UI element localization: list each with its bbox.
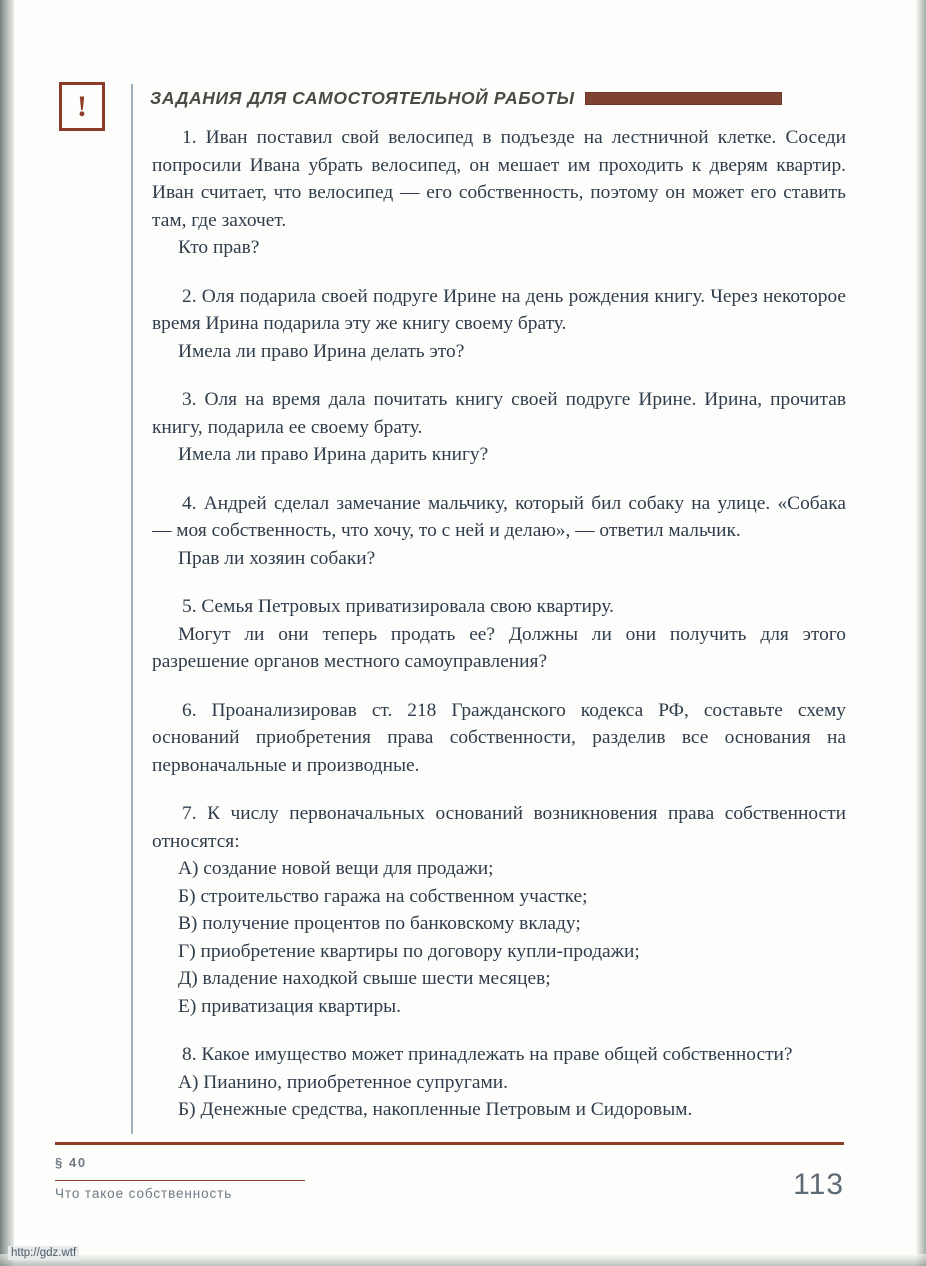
task-option: А) создание новой вещи для продажи; — [178, 858, 494, 879]
task-item — [152, 490, 846, 573]
task-body: 8. Какое имущество может принадлежать на праве общей собственности? — [182, 1044, 793, 1065]
task-item — [152, 386, 846, 469]
task-question: Могут ли они теперь продать ее? Должны ли они получить для этого разрешение органов местного самоуправления? — [152, 623, 846, 672]
task-options — [152, 1069, 846, 1124]
task-item — [152, 697, 846, 780]
task-item — [152, 800, 846, 1020]
exclamation-glyph: ! — [77, 89, 87, 123]
task-option: Е) приватизация квартиры. — [178, 995, 402, 1017]
task-option: Б) строительство гаража на собственном участке; — [178, 885, 588, 907]
task-item — [152, 124, 846, 262]
watermark: http://gdz.wtf — [8, 1246, 79, 1260]
task-body: 7. К числу первоначальных оснований возникновения права собственности относятся: — [152, 803, 846, 852]
scan-edge-right — [916, 0, 926, 1266]
task-item — [152, 1041, 846, 1124]
task-options — [152, 855, 846, 1020]
footer-top-rule — [55, 1142, 844, 1145]
margin-divider — [131, 84, 133, 1134]
task-body: 2. Оля подарила своей подруге Ирине на день рождения книгу. Через некоторое время Ирина подарила эту же книгу своему брату. — [152, 285, 846, 334]
footer-mid-rule — [55, 1180, 305, 1181]
task-option: А) Пианино, приобретенное супругами. — [178, 1071, 508, 1093]
scan-edge-bottom — [0, 1254, 926, 1266]
section-heading — [150, 88, 850, 109]
heading-accent-bar — [585, 92, 782, 105]
section-heading-label: ЗАДАНИЯ ДЛЯ САМОСТОЯТЕЛЬНОЙ РАБОТЫ — [150, 88, 575, 108]
task-item — [152, 593, 846, 676]
task-question: Имела ли право Ирина дарить книгу? — [178, 444, 489, 465]
task-body: 4. Андрей сделал замечание мальчику, который бил собаку на улице. «Собака — моя собственность, что хочу, то с ней и делаю», — ответил мальчик. — [152, 492, 846, 541]
footer-section-number: § 40 — [55, 1155, 87, 1170]
task-option: Г) приобретение квартиры по договору купли-продажи; — [178, 940, 640, 962]
task-question: Прав ли хозяин собаки? — [178, 547, 376, 569]
page-number: 113 — [793, 1168, 844, 1201]
task-body: 6. Проанализировав ст. 218 Гражданского кодекса РФ, составьте схему оснований приобретения права собственности, разделив все основания на первоначальные и производные. — [152, 699, 846, 776]
exclamation-icon — [59, 82, 105, 131]
task-body: 1. Иван поставил свой велосипед в подъезде на лестничной клетке. Соседи попросили Ивана убрать велосипед, он мешает им проходить к дверям квартир. Иван считает, что велосипед — его собственность, поэтому он может его ставить там, где захочет. — [152, 127, 846, 231]
task-question: Кто прав? — [178, 237, 260, 258]
task-option: В) получение процентов по банковскому вкладу; — [178, 913, 581, 934]
tasks-list — [152, 124, 846, 1124]
task-option: Д) владение находкой свыше шести месяцев; — [178, 968, 551, 989]
scan-edge-left — [0, 0, 14, 1266]
task-body: 3. Оля на время дала почитать книгу своей подруге Ирине. Ирина, прочитав книгу, подарила ее своему брату. — [152, 389, 846, 438]
task-body: 5. Семья Петровых приватизировала свою квартиру. — [182, 596, 614, 617]
task-item — [152, 283, 846, 366]
task-option: Б) Денежные средства, накопленные Петровым и Сидоровым. — [178, 1099, 693, 1120]
footer-section-title: Что такое собственность — [55, 1186, 233, 1201]
task-question: Имела ли право Ирина делать это? — [178, 340, 465, 362]
